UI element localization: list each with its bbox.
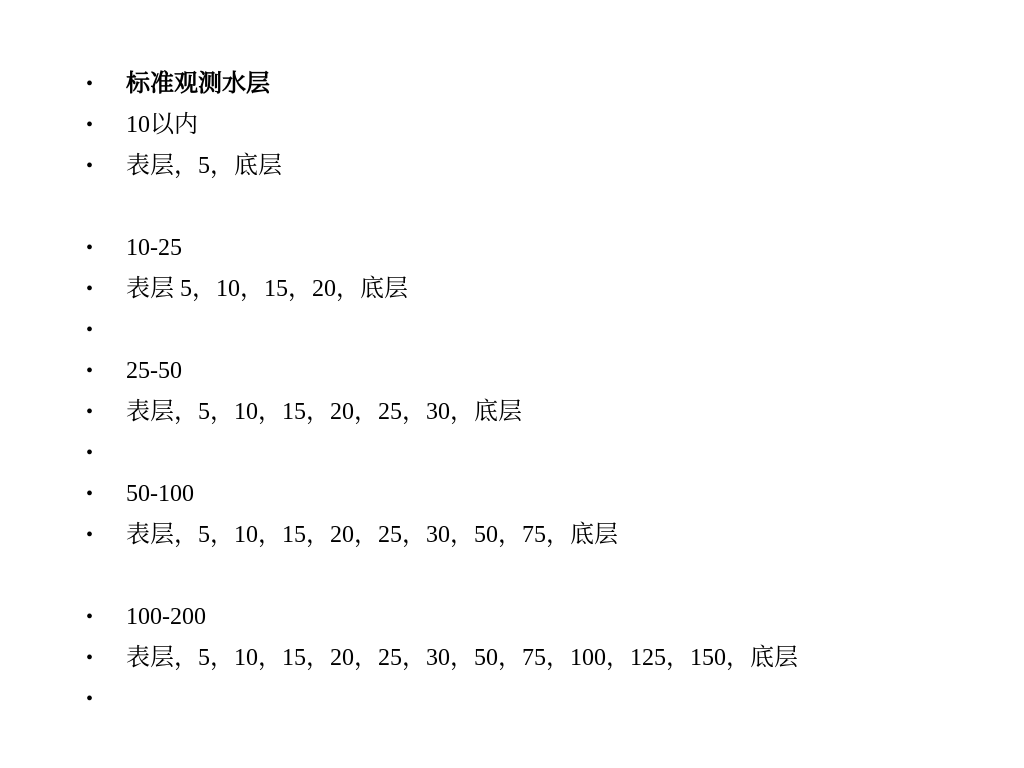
bullet-icon: •: [86, 114, 94, 136]
bullet-icon: •: [86, 442, 94, 464]
list-item-text: 表层，5，10，15，20，25，30，底层: [126, 399, 522, 425]
bullet-icon: •: [86, 606, 94, 628]
list-item-text: 25-50: [126, 358, 182, 384]
list-item-text: 100-200: [126, 604, 206, 630]
list-item-text: 50-100: [126, 481, 194, 507]
bullet-icon: •: [86, 73, 94, 95]
bullet-icon: •: [86, 524, 94, 546]
bullet-icon: •: [86, 483, 94, 505]
bullet-icon: •: [86, 401, 94, 423]
bullet-icon: •: [86, 647, 94, 669]
bullet-icon: •: [86, 688, 94, 710]
list-item-text: 表层，5，底层: [126, 153, 282, 179]
list-item-text: 10-25: [126, 235, 182, 261]
list-item-text: 标准观测水层: [126, 71, 270, 97]
bullet-icon: •: [86, 319, 94, 341]
bullet-icon: •: [86, 237, 94, 259]
bullet-icon: •: [86, 360, 94, 382]
list-item-text: 表层 5，10，15，20，底层: [126, 276, 408, 302]
list-item-text: 表层，5，10，15，20，25，30，50，75，100，125，150，底层: [126, 645, 798, 671]
bullet-icon: •: [86, 155, 94, 177]
bullet-icon: •: [86, 278, 94, 300]
list-item-text: 表层，5，10，15，20，25，30，50，75，底层: [126, 522, 618, 548]
list-item-text: 10以内: [126, 112, 198, 138]
